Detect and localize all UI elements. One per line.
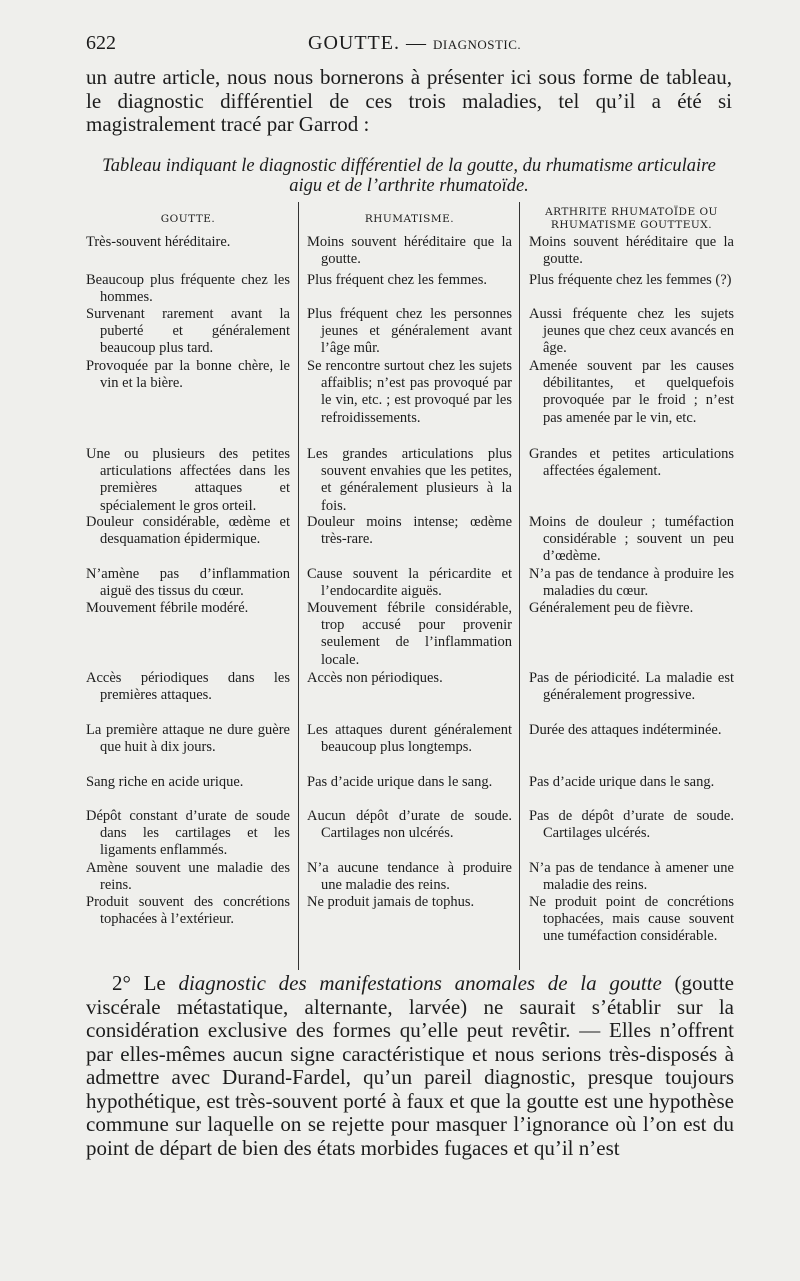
column-header-arthrite: ARTHRITE RHUMATOÏDE OU RHUMATISME GOUTTEUX. [545, 206, 718, 231]
table-cell: Produit souvent des concrétions tophacées à l’extérieur. [86, 894, 290, 928]
section-2 [86, 972, 734, 1160]
differential-diagnosis-table [86, 202, 734, 970]
table-cell: Accès non périodiques. [307, 670, 443, 686]
running-title [308, 32, 521, 55]
column-rhumatisme [307, 202, 512, 970]
table-cell: Moins de douleur ; tuméfaction considérable ; souvent un peu d’œdème. [529, 514, 734, 565]
table-cell: Amène souvent une maladie des reins. [86, 860, 290, 894]
table-cell: Plus fréquente chez les femmes (?) [529, 272, 732, 288]
table-cell: Dépôt constant d’urate de soude dans les cartilages et les ligaments enflammés. [86, 808, 290, 859]
table-cell: N’a pas de tendance à produire les maladies du cœur. [529, 566, 734, 600]
table-cell: Les attaques durent généralement beaucoup plus longtemps. [307, 722, 512, 756]
table-cell: Pas de périodicité. La maladie est généralement progressive. [529, 670, 734, 704]
table-cell: Amenée souvent par les causes débilitantes, et quelquefois provoquée par le froid ; n’est pas amenée par le vin, etc. [529, 358, 734, 426]
table-cell: Aucun dépôt d’urate de soude. Cartilages non ulcérés. [307, 808, 512, 842]
column-rule-2 [519, 202, 520, 970]
table-cell: Pas d’acide urique dans le sang. [307, 774, 493, 790]
column-header-goutte: GOUTTE. [160, 212, 216, 225]
running-title-section: DIAGNOSTIC. [432, 37, 522, 52]
table-cell: Cause souvent la péricardite et l’endocardite aiguës. [307, 566, 512, 600]
table-cell: Aussi fréquente chez les sujets jeunes que chez ceux avancés en âge. [529, 306, 734, 357]
table-caption: Tableau indiquant le diagnostic différentiel de la goutte, du rhumatisme articulaire aigu et de l’arthrite rhumatoïde. [102, 156, 716, 196]
column-rule-1 [298, 202, 299, 970]
table-cell: Moins souvent héréditaire que la goutte. [307, 234, 512, 268]
table-cell: Sang riche en acide urique. [86, 774, 244, 790]
running-title-main: GOUTTE. [308, 32, 400, 54]
table-cell: Beaucoup plus fréquente chez les hommes. [86, 272, 290, 306]
table-cell: N’a pas de tendance à amener une maladie des reins. [529, 860, 734, 894]
table-cell: La première attaque ne dure guère que huit à dix jours. [86, 722, 290, 756]
table-cell: Se rencontre surtout chez les sujets affaiblis; n’est pas provoqué par le vin, etc. ; est provoqué par les refroidissements. [307, 358, 512, 426]
table-cell: Très-souvent héréditaire. [86, 234, 231, 250]
column-arthrite [529, 202, 734, 970]
table-cell: Ne produit jamais de tophus. [307, 894, 475, 910]
table-cell: Une ou plusieurs des petites articulations affectées dans les premières attaques et spécialement le gros orteil. [86, 446, 290, 514]
table-cell: Provoquée par la bonne chère, le vin et la bière. [86, 358, 290, 392]
table-cell: N’a aucune tendance à produire une maladie des reins. [307, 860, 512, 894]
table-cell: Pas de dépôt d’urate de soude. Cartilages ulcérés. [529, 808, 734, 842]
running-header [86, 32, 736, 56]
section-number: 2° [112, 971, 131, 995]
running-title-dash: — [405, 32, 427, 54]
table-cell: Mouvement fébrile considérable, trop accusé pour provenir seulement de l’inflammation locale. [307, 600, 512, 668]
section-body: (goutte viscérale métastatique, alternante, larvée) ne saurait s’établir sur la considération exclusive des formes qu’elle peut revêtir. — Elles n’offrent par elles-mêmes aucun signe caractéristique et nous serions très-disposés à admettre avec Durand-Fardel, qu’un pareil diagnostic, presque toujours hypothétique, est très-souvent porté à faux et que la goutte est une hypothèse commune sur laquelle on se rejette pour masquer l’ignorance où l’on est du point de départ de bien des états morbides fugaces et qu’il n’est [86, 971, 734, 1160]
table-cell: Grandes et petites articulations affectées également. [529, 446, 734, 480]
column-header-rhumatisme: RHUMATISME. [364, 212, 455, 225]
table-cell: N’amène pas d’inflammation aiguë des tissus du cœur. [86, 566, 290, 600]
page-number: 622 [86, 32, 116, 54]
table-cell: Généralement peu de fièvre. [529, 600, 694, 616]
table-cell: Les grandes articulations plus souvent envahies que les petites, et généralement plusieurs à la fois. [307, 446, 512, 514]
table-cell: Durée des attaques indéterminée. [529, 722, 722, 738]
table-cell: Pas d’acide urique dans le sang. [529, 774, 715, 790]
table-cell: Douleur moins intense; œdème très-rare. [307, 514, 512, 548]
table-cell: Moins souvent héréditaire que la goutte. [529, 234, 734, 268]
intro-paragraph: un autre article, nous nous bornerons à présenter ici sous forme de tableau, le diagnostic différentiel de ces trois maladies, tel qu’il a été si magistralement tracé par Garrod : [86, 65, 732, 136]
table-cell: Plus fréquent chez les personnes jeunes et généralement avant l’âge mûr. [307, 306, 512, 357]
section-2-paragraph [86, 972, 734, 1160]
table-cell: Mouvement fébrile modéré. [86, 600, 249, 616]
section-italic-phrase: diagnostic des manifestations anomales de la goutte [178, 971, 662, 995]
table-cell: Ne produit point de concrétions tophacées, mais cause souvent une tuméfaction considérable. [529, 894, 734, 945]
table-cell: Plus fréquent chez les femmes. [307, 272, 487, 288]
table-cell: Douleur considérable, œdème et desquamation épidermique. [86, 514, 290, 548]
table-cell: Accès périodiques dans les premières attaques. [86, 670, 290, 704]
section-lead-word: Le [143, 971, 166, 995]
table-cell: Survenant rarement avant la puberté et généralement beaucoup plus tard. [86, 306, 290, 357]
column-goutte [86, 202, 290, 970]
